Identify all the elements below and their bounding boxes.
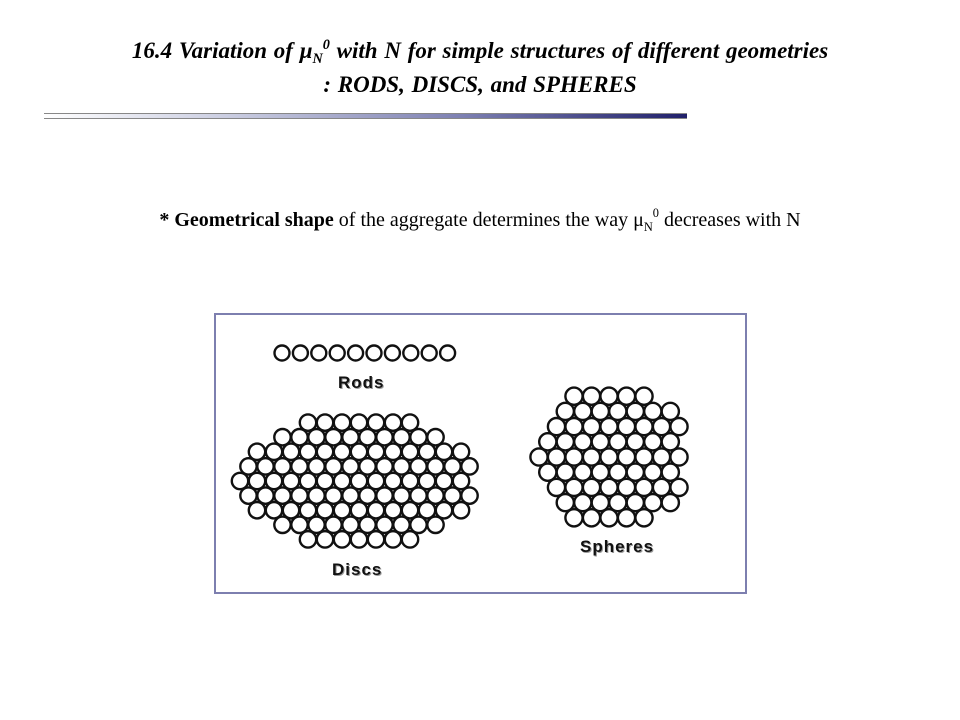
- mu-subscript: N: [312, 51, 323, 67]
- disc-sphere: [368, 531, 384, 547]
- bullet-bold-text: * Geometrical shape: [159, 209, 334, 231]
- slide-title: [0, 34, 960, 102]
- title-text-end: with N for simple structures of different geometries: [329, 38, 829, 63]
- rod-sphere: [293, 346, 308, 361]
- rod-sphere: [330, 346, 345, 361]
- bullet-point: [0, 206, 960, 234]
- rod-sphere: [440, 346, 455, 361]
- disc-sphere: [300, 531, 316, 547]
- disc-sphere: [317, 531, 333, 547]
- disc-sphere: [274, 517, 290, 533]
- sphere-aggregate: [530, 388, 687, 527]
- spheres-label: Spheres: [580, 537, 655, 556]
- aggregates-drawing: [216, 315, 747, 594]
- cluster-sphere: [565, 509, 582, 526]
- rod-sphere: [422, 346, 437, 361]
- rod-sphere: [403, 346, 418, 361]
- bullet-mu-symbol: μ: [633, 209, 644, 231]
- rods-label: Rods: [338, 373, 385, 392]
- rod-aggregate: [275, 346, 456, 361]
- disc-sphere: [334, 531, 350, 547]
- divider-gradient: [44, 113, 687, 119]
- bullet-text: of the aggregate determines the way: [333, 209, 634, 231]
- bullet-text-end: decreases with N: [659, 209, 801, 231]
- disc-aggregate: [232, 414, 478, 547]
- disc-sphere: [351, 531, 367, 547]
- title-text-start: 16.4 Variation of: [131, 38, 300, 63]
- disc-sphere: [385, 531, 401, 547]
- cluster-sphere: [635, 509, 652, 526]
- rod-sphere: [385, 346, 400, 361]
- cluster-sphere: [618, 509, 635, 526]
- title-line-2: : RODS, DISCS, and SPHERES: [323, 72, 637, 97]
- cluster-sphere: [662, 494, 679, 511]
- rod-sphere: [367, 346, 382, 361]
- title-divider: [44, 113, 687, 119]
- title-line-1: [0, 34, 960, 68]
- cluster-sphere: [600, 509, 617, 526]
- disc-sphere: [249, 502, 265, 518]
- bullet-mu-subscript: N: [643, 220, 653, 234]
- disc-sphere: [453, 502, 469, 518]
- cluster-sphere: [583, 509, 600, 526]
- disc-sphere: [427, 517, 443, 533]
- rod-sphere: [311, 346, 326, 361]
- aggregate-geometry-figure: [214, 313, 747, 594]
- discs-label: Discs: [332, 560, 383, 579]
- mu-symbol: μ: [299, 38, 313, 63]
- mu-superscript: 0: [322, 37, 330, 53]
- bullet-mu-superscript: 0: [652, 206, 659, 220]
- disc-sphere: [402, 531, 418, 547]
- rod-sphere: [275, 346, 290, 361]
- rod-sphere: [348, 346, 363, 361]
